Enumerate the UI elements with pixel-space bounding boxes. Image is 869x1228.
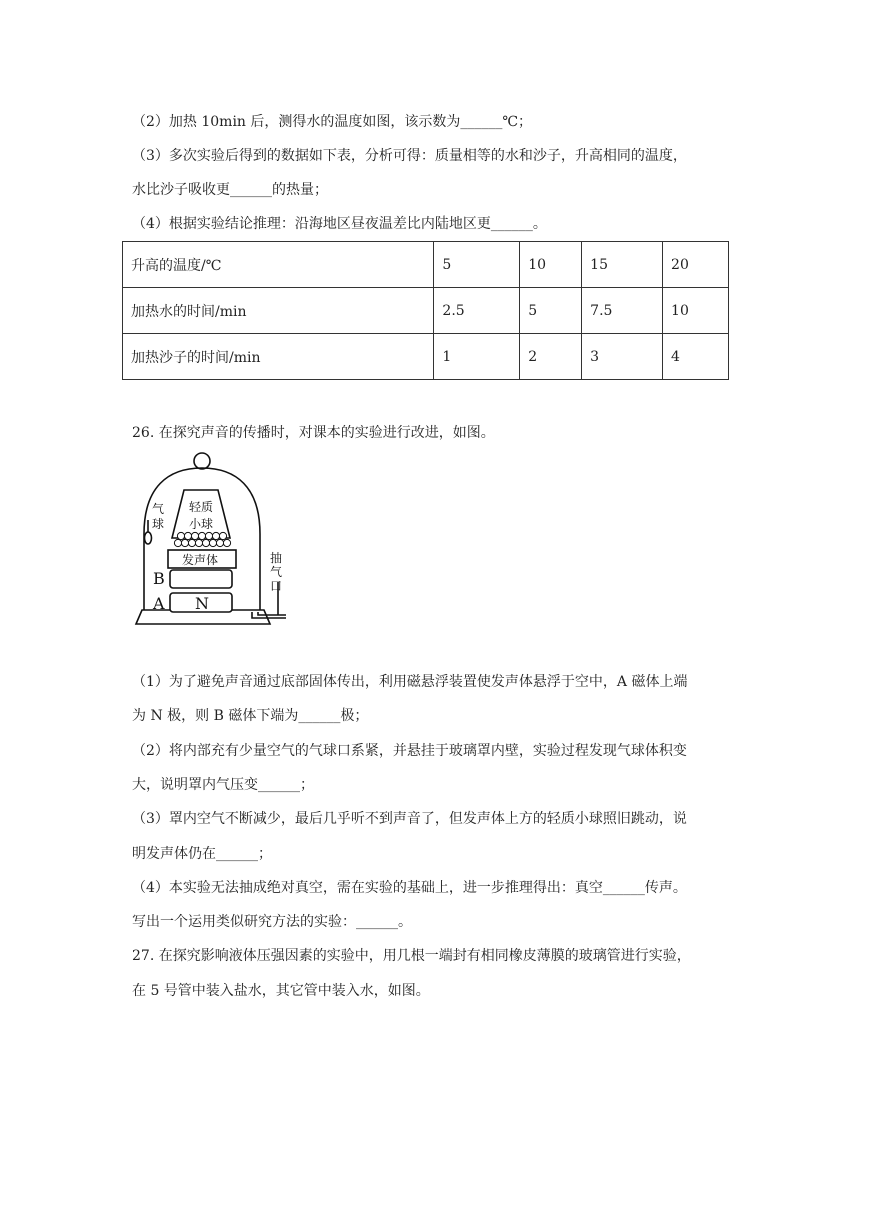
table-cell: 2.5: [434, 288, 520, 334]
balloon-label-1: 气: [152, 502, 165, 516]
q26-part1-line2: 为 N 极，则 B 磁体下端为______极；: [132, 708, 369, 724]
table-cell: 加热水的时间/min: [123, 288, 434, 334]
table-cell: 加热沙子的时间/min: [123, 334, 434, 380]
magnet-b-label: B: [153, 569, 165, 588]
table-cell: 15: [582, 242, 663, 288]
ball-label-2: 小球: [189, 517, 214, 531]
table-row: [123, 242, 729, 288]
q26-part4-line1: （4）本实验无法抽成绝对真空，需在实验的基础上，进一步推理得出：真空______传声。: [132, 880, 687, 896]
q26-part3-line2: 明发声体仍在______；: [132, 846, 272, 862]
table-cell: 4: [663, 334, 729, 380]
q26-part2-line2: 大，说明罩内气压变______；: [132, 777, 314, 793]
table-cell: 5: [520, 288, 582, 334]
q25-part3-line2: 水比沙子吸收更______的热量；: [132, 182, 328, 198]
table-cell: 10: [663, 288, 729, 334]
sound-source-label: 发声体: [182, 553, 219, 567]
table-cell: 升高的温度/℃: [123, 242, 434, 288]
table-cell: 7.5: [582, 288, 663, 334]
q26-stem: 26. 在探究声音的传播时，对课本的实验进行改进，如图。: [132, 425, 495, 441]
table-row: [123, 288, 729, 334]
table-row: [123, 334, 729, 380]
pole-n-label: N: [195, 594, 209, 613]
q26-part2-line1: （2）将内部充有少量空气的气球口系紧，并悬挂于玻璃罩内壁，实验过程发现气球体积变: [132, 743, 687, 759]
bell-jar-figure: [132, 452, 292, 630]
data-table: [122, 241, 729, 380]
ball-label-1: 轻质: [189, 500, 214, 514]
q26-part3-line1: （3）罩内空气不断减少，最后几乎听不到声音了，但发声体上方的轻质小球照旧跳动，说: [132, 811, 687, 827]
table-cell: 3: [582, 334, 663, 380]
table-cell: 2: [520, 334, 582, 380]
magnet-a-label: A: [153, 594, 165, 613]
balloon-label-2: 球: [152, 517, 165, 531]
table-cell: 10: [520, 242, 582, 288]
table-cell: 5: [434, 242, 520, 288]
table-cell: 1: [434, 334, 520, 380]
q25-part3-line1: （3）多次实验后得到的数据如下表，分析可得：质量相等的水和沙子，升高相同的温度，: [132, 148, 687, 164]
q26-part1-line1: （1）为了避免声音通过底部固体传出，利用磁悬浮装置使发声体悬浮于空中，A 磁体上端: [132, 674, 688, 690]
outlet-label-2: 气: [270, 565, 283, 579]
q25-part4: （4）根据实验结论推理：沿海地区昼夜温差比内陆地区更______。: [132, 216, 547, 232]
table-cell: 20: [663, 242, 729, 288]
q27-stem-line2: 在 5 号管中装入盐水，其它管中装入水，如图。: [132, 983, 430, 999]
outlet-label-3: 口: [270, 579, 283, 593]
q27-stem-line1: 27. 在探究影响液体压强因素的实验中，用几根一端封有相同橡皮薄膜的玻璃管进行实验，: [132, 948, 691, 964]
q26-part4-line2: 写出一个运用类似研究方法的实验：______。: [132, 914, 412, 930]
q25-part2: （2）加热 10min 后，测得水的温度如图，该示数为______℃；: [132, 114, 533, 130]
outlet-label-1: 抽: [270, 551, 283, 565]
